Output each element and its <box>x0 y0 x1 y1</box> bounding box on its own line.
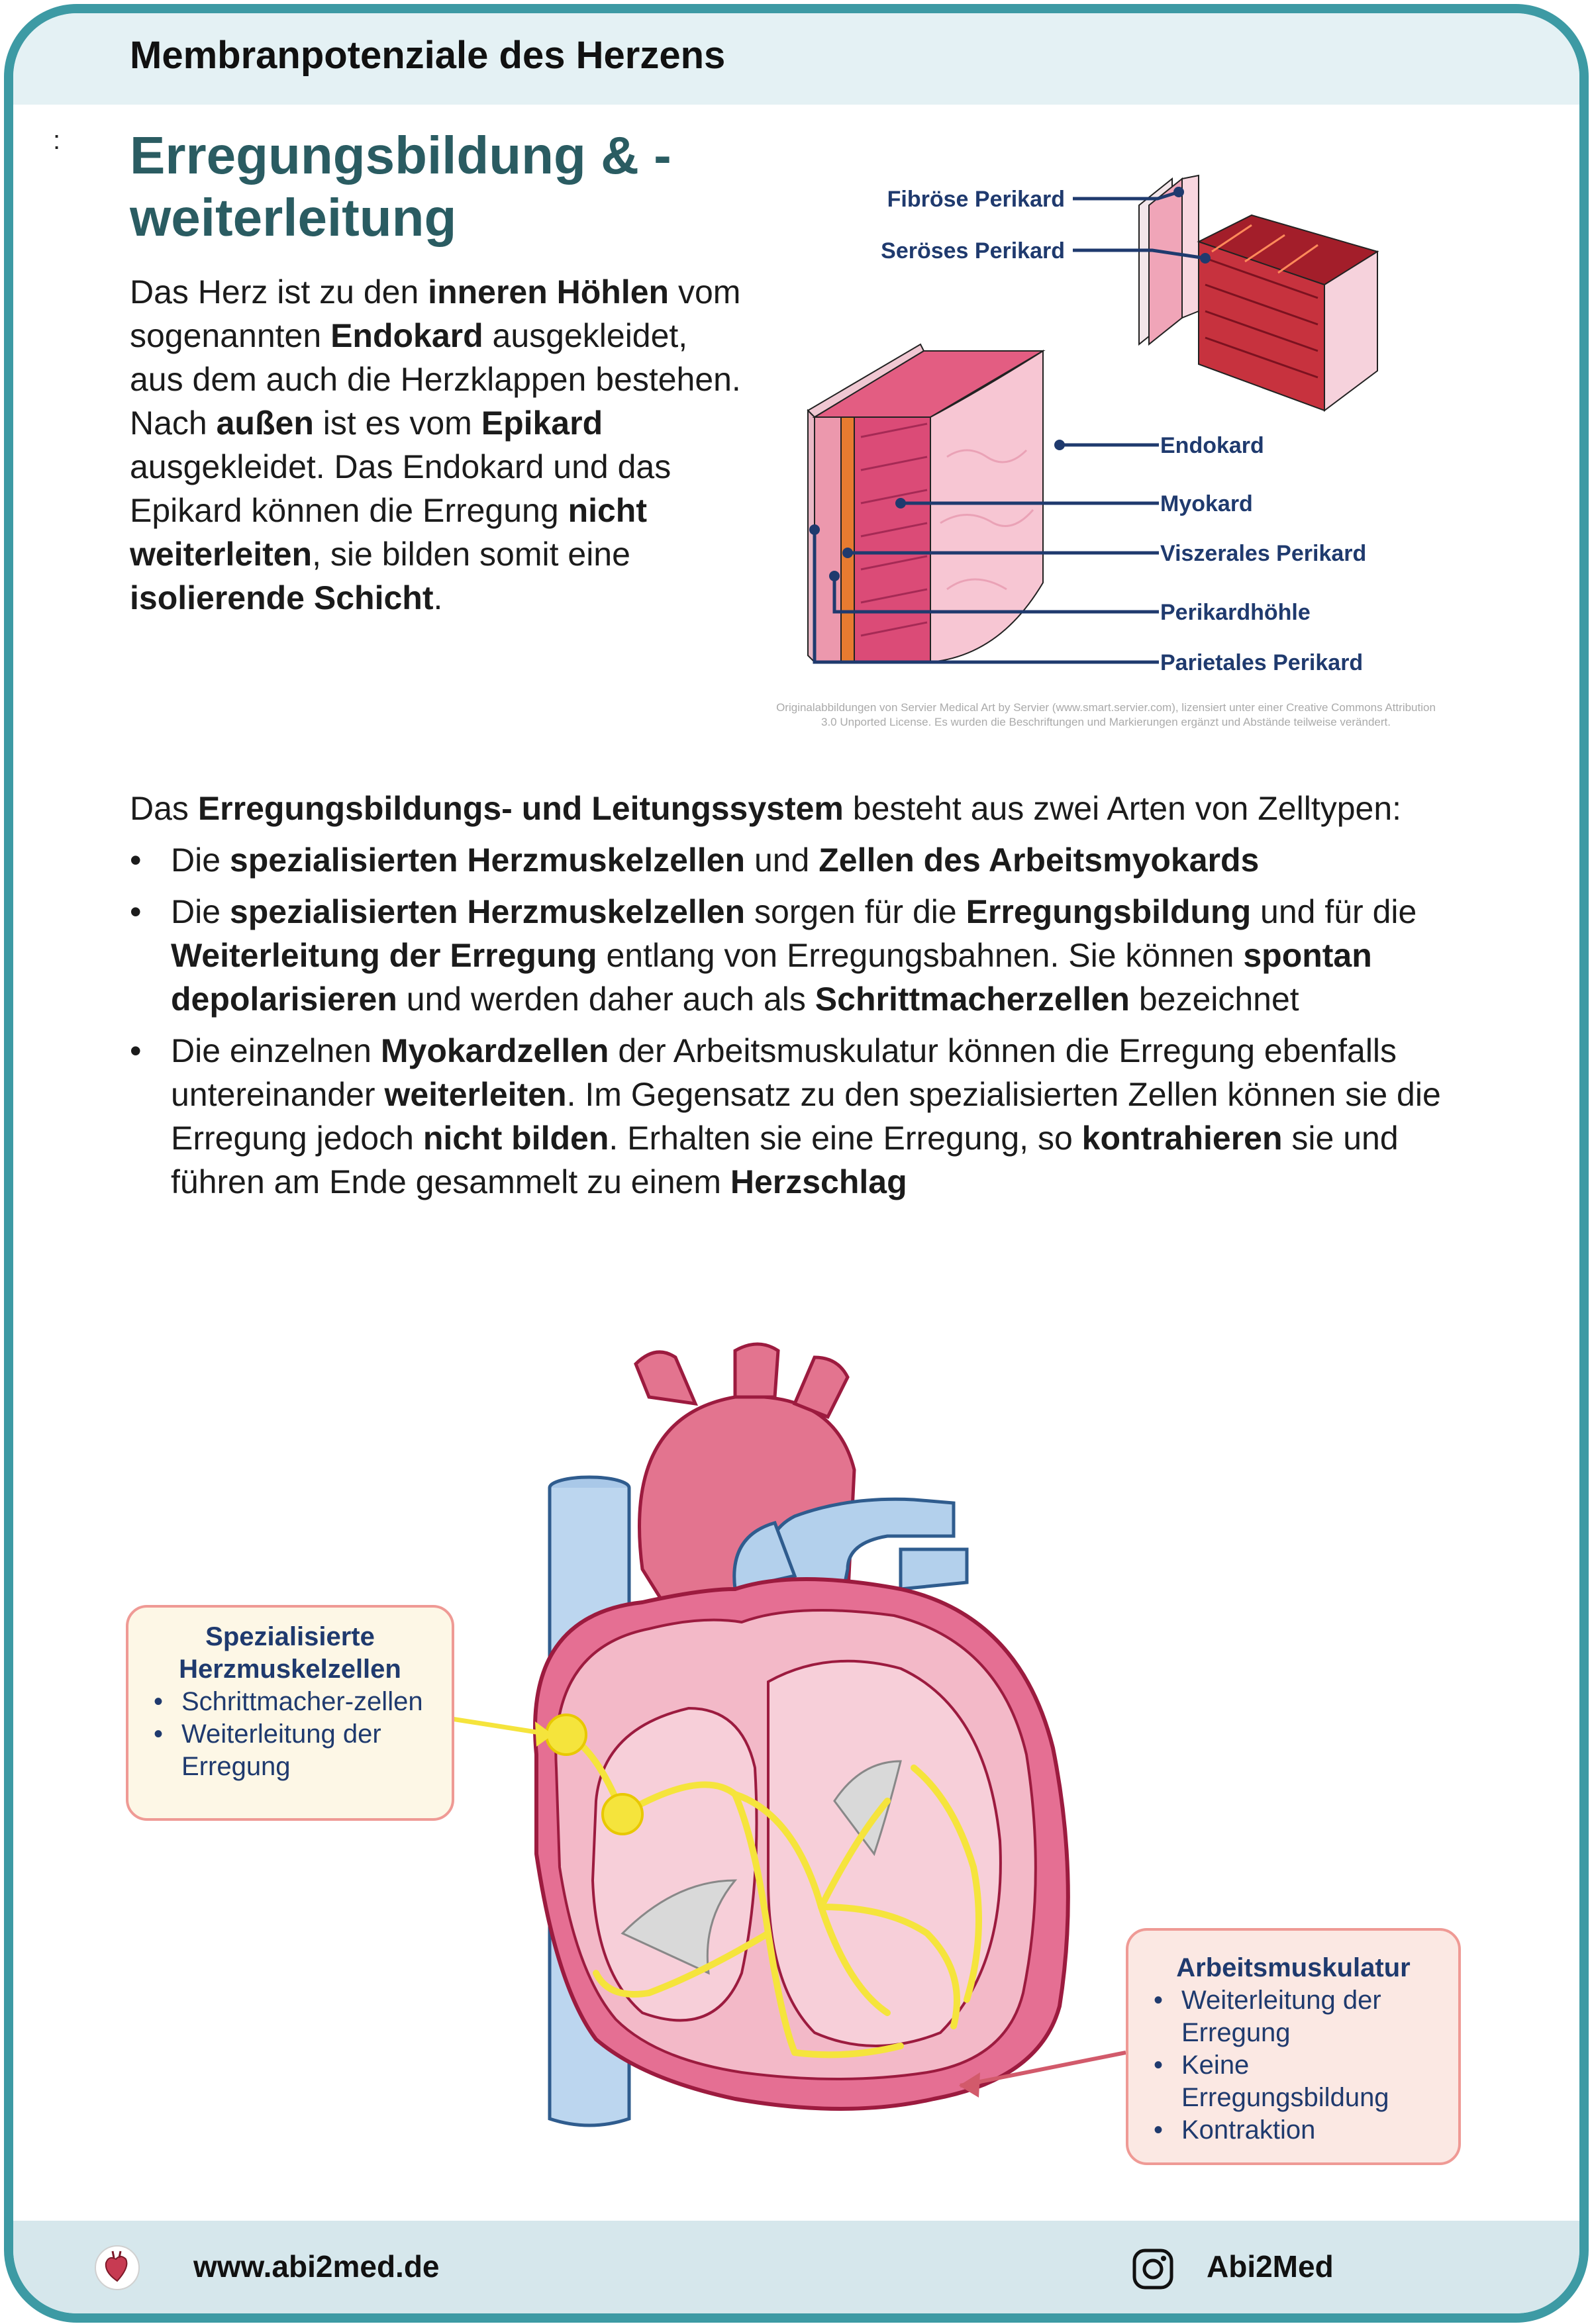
footer-url[interactable]: www.abi2med.de <box>193 2249 440 2284</box>
callout-title: Arbeitsmuskulatur <box>1176 1953 1411 1982</box>
section-bullets <box>130 838 1494 1204</box>
text-run: ausgekleidet, aus dem auch die Herzklappen bestehen. Nach <box>130 317 741 442</box>
text-run: Das Herz ist zu den <box>130 273 428 311</box>
bold-term: Erregungsbildung <box>966 893 1252 930</box>
main-title-text: Erregungsbildung & - weiterleitung <box>130 126 671 247</box>
label-seroes-perikard: Seröses Perikard <box>881 238 1065 264</box>
bold-term: Myokardzellen <box>380 1032 609 1069</box>
bold-term: Schrittmacherzellen <box>815 981 1130 1018</box>
text-run: und <box>745 842 819 879</box>
stray-mark: : <box>53 126 61 155</box>
text-run: entlang von Erregungsbahnen. Sie können <box>597 937 1244 974</box>
bold-term: weiterleiten <box>384 1076 567 1113</box>
callout-working-muscle <box>1126 1928 1461 2165</box>
text-run: . Im Gegensatz zu den spezialisierten Zellen können sie die Erregung jedoch <box>171 1076 1441 1157</box>
bullet-item <box>130 890 1494 1021</box>
bold-term: Zellen des Arbeitsmyokards <box>819 842 1260 879</box>
bold-term: kontrahieren <box>1081 1120 1283 1157</box>
text-run: sorgen für die <box>745 893 966 930</box>
callout-item: • Kontraktion <box>1144 2114 1442 2147</box>
myocardium-piece <box>1199 215 1377 411</box>
callout-list <box>144 1686 436 1783</box>
bold-term: Herzschlag <box>730 1163 907 1200</box>
text-run: der Arbeitsmuskulatur können die Erregung ebenfalls untereinander <box>171 1032 1397 1113</box>
conduction-section <box>130 787 1494 1204</box>
heart-logo-icon <box>94 2245 140 2291</box>
text-run: bezeichnet <box>1129 981 1299 1018</box>
bullet-item <box>130 1029 1494 1204</box>
text-run: Die <box>171 842 230 879</box>
right-ventricle <box>593 1708 757 2020</box>
instagram-icon[interactable] <box>1131 2247 1175 2291</box>
bold-term: Epikard <box>481 405 603 442</box>
header-title: Membranpotenziale des Herzens <box>130 34 726 77</box>
bold-term: spezialisierten Herzmuskelzellen <box>229 842 746 879</box>
pericardium-piece <box>1139 175 1199 344</box>
bold-term: Weiterleitung der Erregung <box>171 937 597 974</box>
text-run: und für die <box>1251 893 1417 930</box>
text-run: Die <box>171 893 230 930</box>
av-node-dot <box>603 1794 642 1834</box>
bold-term: spezialisierten Herzmuskelzellen <box>229 893 746 930</box>
callout-specialized-cells <box>126 1605 454 1821</box>
text-run: , sie bilden somit eine <box>312 536 630 573</box>
text-run: . <box>433 579 443 616</box>
bold-term: isolierende Schicht <box>130 579 434 616</box>
text-run: Die einzelnen <box>171 1032 381 1069</box>
bold-term: außen <box>216 405 314 442</box>
text-run: ausgekleidet. Das Endokard und das Epikard können die Erregung <box>130 448 671 529</box>
label-perikardhoehle: Perikardhöhle <box>1160 600 1311 625</box>
image-credit: Originalabbildungen von Servier Medical Art by Servier (www.smart.servier.com), lizensiert unter einer Creative Commons Attribution 3.0 Unported License. Es wurden die Beschriftungen und Markierungen ergänzt und Abstände teilweise verändert. <box>776 701 1436 728</box>
intro-paragraph <box>130 270 746 620</box>
text-run: sie und führen am Ende gesammelt zu einem <box>171 1120 1399 1200</box>
callout-item: • Keine Erregungsbildung <box>1144 2049 1442 2114</box>
heart-wall-layers-diagram <box>781 152 1444 695</box>
section-intro <box>130 787 1494 830</box>
bullet-item <box>130 838 1494 882</box>
bold-term: Endokard <box>330 317 483 354</box>
callout-item: • Schrittmacher-zellen <box>144 1686 436 1718</box>
bold-term: inneren Höhlen <box>428 273 670 311</box>
footer-instagram-handle[interactable]: Abi2Med <box>1207 2249 1334 2284</box>
callout-item: • Weiterleitung der Erregung <box>1144 1984 1442 2049</box>
text-run: vom sogenannten <box>130 273 741 354</box>
label-fibroes-perikard: Fibröse Perikard <box>887 187 1065 212</box>
text-run: Das <box>130 790 198 827</box>
label-myokard: Myokard <box>1160 491 1253 516</box>
text-run: und werden daher auch als <box>397 981 815 1018</box>
callout-list <box>1144 1984 1442 2147</box>
text-run: besteht aus zwei Arten von Zelltypen: <box>843 790 1402 827</box>
callout-title: Spezialisierte Herzmuskelzellen <box>179 1622 401 1684</box>
text-run: ist es vom <box>313 405 481 442</box>
bold-term: nicht weiterleiten <box>130 492 647 573</box>
main-title <box>130 124 726 249</box>
text-run: . Erhalten sie eine Erregung, so <box>609 1120 1082 1157</box>
bold-term: spontan depolarisieren <box>171 937 1372 1018</box>
bold-term: nicht bilden <box>422 1120 609 1157</box>
bold-term: Erregungsbildungs- und Leitungssystem <box>197 790 844 827</box>
heart-conduction-illustration <box>424 1337 1166 2158</box>
label-parietales-perikard: Parietales Perikard <box>1160 650 1364 675</box>
label-endokard: Endokard <box>1160 433 1264 458</box>
label-viszerales-perikard: Viszerales Perikard <box>1160 541 1367 566</box>
callout-item: • Weiterleitung der Erregung <box>144 1718 436 1783</box>
